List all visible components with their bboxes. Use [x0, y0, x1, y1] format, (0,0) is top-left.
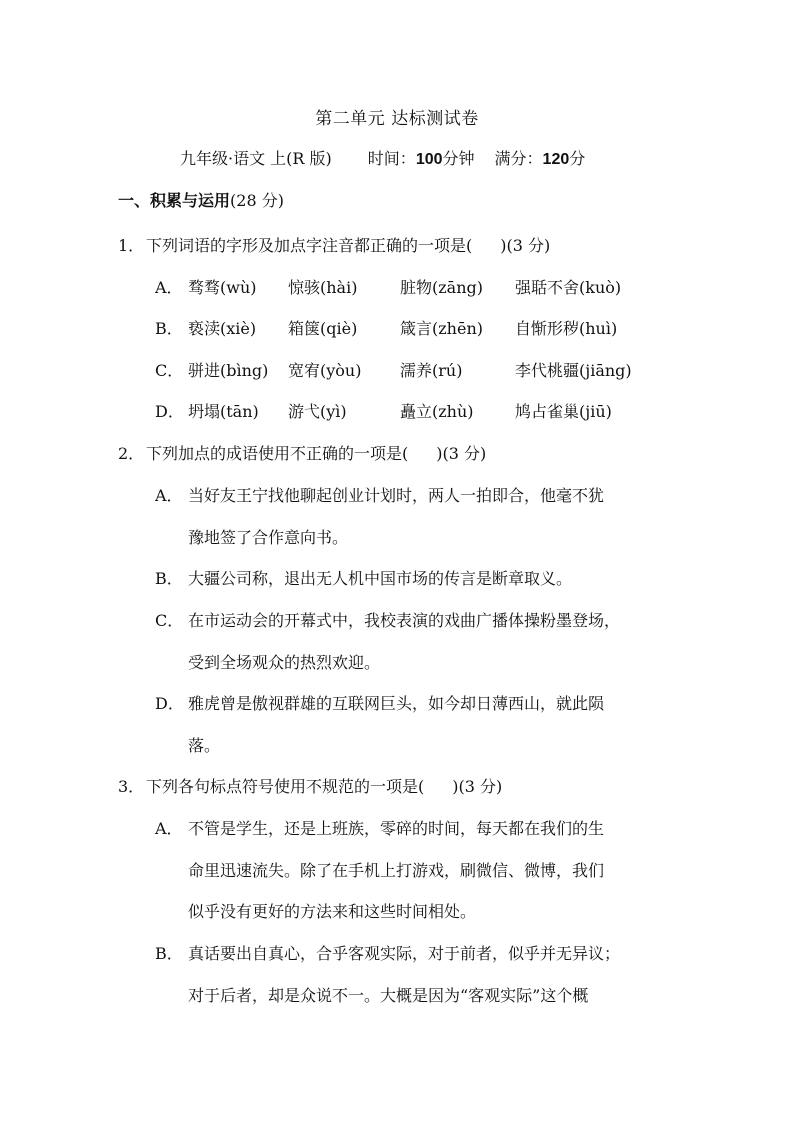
score-value: 120: [542, 151, 570, 168]
time-unit: 分钟: [442, 149, 475, 168]
option-word: 强聒不舍(kuò): [515, 278, 622, 297]
question-3-option-a-cont: 似乎没有更好的方法来和这些时间相处。: [188, 902, 477, 921]
option-text: 大疆公司称，退出无人机中国市场的传言是断章取义。: [188, 569, 573, 588]
question-2-stem: [118, 441, 486, 464]
option-word: 游弋(yì): [288, 402, 347, 421]
option-text: 真话要出自真心，合乎客观实际，对于前者，似乎并无异议；: [188, 944, 621, 963]
option-label: C．: [155, 611, 184, 630]
option-word: 箴言(zhēn): [400, 319, 483, 338]
question-number: 2．: [118, 444, 145, 463]
time-label: 时间：: [367, 149, 416, 168]
question-3-option-a: [155, 816, 604, 839]
exam-info: [180, 146, 585, 169]
option-label: A．: [155, 486, 183, 505]
option-word: 脏物(zāng): [400, 278, 484, 297]
option-word: 濡养(rú): [400, 361, 463, 380]
question-1-option-a: [155, 275, 622, 298]
option-label: B．: [155, 944, 183, 963]
option-text: 当好友王宁找他聊起创业计划时，两人一拍即合，他毫不犹: [188, 486, 605, 505]
question-1-option-d: [155, 399, 612, 422]
question-points: )(3 分): [500, 236, 551, 255]
option-word: 矗立(zhù): [400, 402, 474, 421]
question-number: 1．: [118, 236, 145, 255]
option-word: 李代桃疆(jiāng): [515, 361, 632, 380]
section-title: 一、积累与运用: [118, 191, 231, 210]
option-label: D．: [155, 402, 184, 421]
question-1-option-c: [155, 358, 632, 381]
question-3-option-b: [155, 941, 620, 964]
question-3-option-b-cont: 对于后者，却是众说不一。大概是因为“客观实际”这个概: [188, 986, 589, 1005]
question-2-option-d-cont: 落。: [188, 736, 221, 755]
question-points: )(3 分): [452, 777, 503, 796]
option-word: 自惭形秽(huì): [515, 319, 618, 338]
option-text: 不管是学生，还是上班族，零碎的时间，每天都在我们的生: [188, 819, 605, 838]
question-1-option-b: [155, 316, 618, 339]
question-2-option-c-cont: 受到全场观众的热烈欢迎。: [188, 653, 381, 672]
time-value: 100: [415, 151, 443, 168]
subject-label: 九年级·语文 上(R 版): [180, 149, 332, 168]
option-text: 在市运动会的开幕式中，我校表演的戏曲广播体操粉墨登场，: [188, 611, 621, 630]
option-label: D．: [155, 694, 184, 713]
question-number: 3．: [118, 777, 145, 796]
option-text: 雅虎曾是傲视群雄的互联网巨头，如今却日薄西山，就此陨: [188, 694, 605, 713]
section-score: (28 分): [230, 191, 284, 210]
option-word: 箱箧(qiè): [288, 319, 358, 338]
question-2-option-d: [155, 691, 604, 714]
question-3-stem: [118, 774, 502, 797]
question-points: )(3 分): [436, 444, 487, 463]
option-label: B．: [155, 569, 183, 588]
option-label: A．: [155, 819, 183, 838]
question-stem: 下列加点的成语使用不正确的一项是(: [146, 444, 409, 463]
question-stem: 下列词语的字形及加点字注音都正确的一项是(: [146, 236, 473, 255]
question-2-option-a: [155, 483, 604, 506]
question-2-option-b: [155, 566, 572, 589]
option-word: 坍塌(tān): [188, 402, 259, 421]
option-word: 鸠占雀巢(jiū): [515, 402, 612, 421]
score-unit: 分: [569, 149, 586, 168]
score-label: 满分：: [494, 149, 543, 168]
option-word: 宽宥(yòu): [288, 361, 362, 380]
option-label: B．: [155, 319, 183, 338]
option-word: 惊骇(hài): [288, 278, 358, 297]
option-word: 骛骛(wù): [188, 278, 257, 297]
option-word: 骈进(bìng): [188, 361, 269, 380]
question-2-option-a-cont: 豫地签了合作意向书。: [188, 528, 349, 547]
option-label: A．: [155, 278, 183, 297]
question-2-option-c: [155, 608, 620, 631]
question-stem: 下列各句标点符号使用不规范的一项是(: [146, 777, 425, 796]
option-word: 亵渎(xiè): [188, 319, 257, 338]
option-label: C．: [155, 361, 184, 380]
question-3-option-a-cont: 命里迅速流失。除了在手机上打游戏，刷微信、微博，我们: [188, 861, 605, 880]
section-heading: [118, 188, 284, 211]
page-title: 第二单元 达标测试卷: [315, 109, 479, 129]
question-1-stem: [118, 233, 550, 256]
